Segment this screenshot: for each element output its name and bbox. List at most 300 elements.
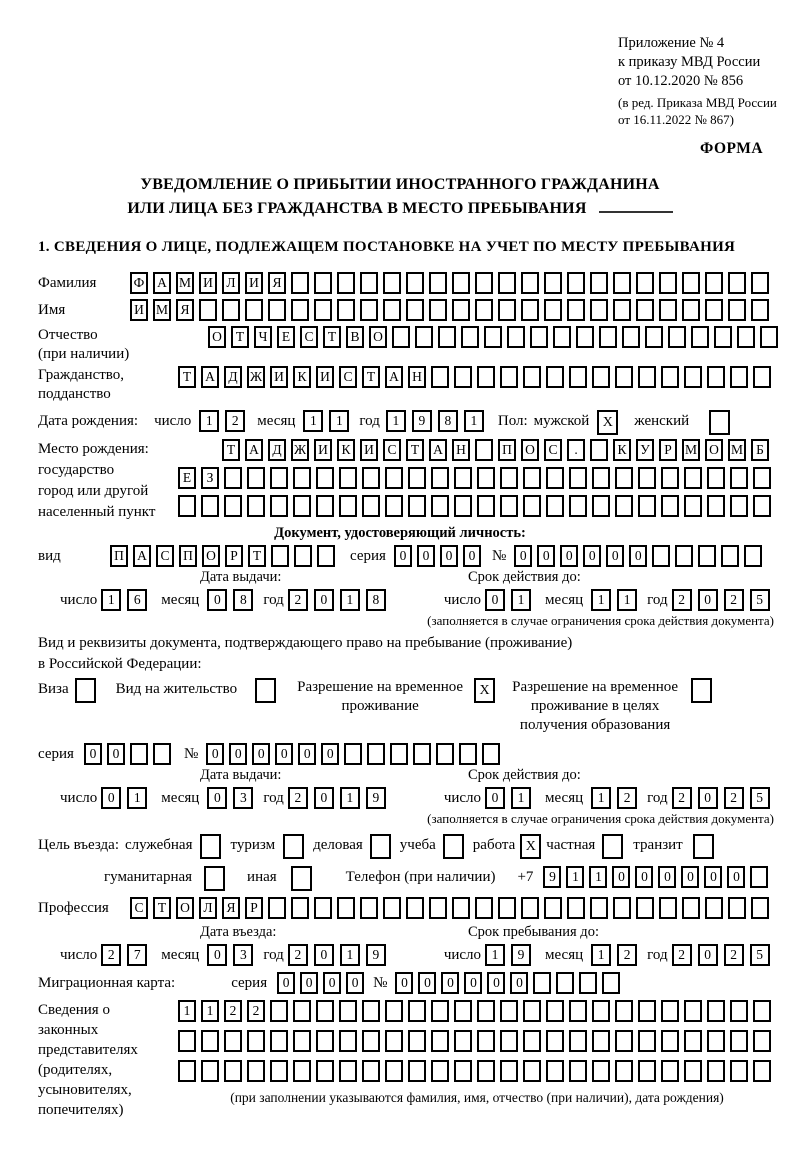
char-cell [661,1000,679,1022]
char-cell: 8 [233,589,253,611]
char-cell: А [385,366,403,388]
purpose-other-checkbox [291,866,312,891]
char-cell: Б [751,439,769,461]
profession-cells [130,897,774,919]
char-cell [477,1000,495,1022]
char-cell [546,1000,564,1022]
char-cell: 1 [591,787,611,809]
char-cell [744,545,762,567]
char-cell: 0 [658,866,676,888]
permit-series-row [38,743,800,765]
char-cell [753,1030,771,1052]
char-cell: Т [222,439,240,461]
char-cell: 0 [417,545,435,567]
char-cell [293,467,311,489]
char-cell [544,272,562,294]
patronymic-label-line2: (при наличии) [38,346,130,362]
char-cell [362,495,380,517]
char-cell [362,467,380,489]
doc-valid-month-cells [591,589,643,611]
char-cell: Е [277,326,295,348]
char-cell: 0 [300,972,318,994]
char-cell [431,467,449,489]
char-cell [247,1060,265,1082]
char-cell [360,272,378,294]
char-cell: К [293,366,311,388]
purpose-work-label: работа [472,837,516,853]
birthplace-cells-col [178,439,776,517]
char-cell: 0 [321,743,339,765]
char-cell: С [156,545,174,567]
entry-year-cells [288,944,392,966]
char-cell [661,467,679,489]
char-cell [521,299,539,321]
doc-valid-month-label: месяц [545,592,584,608]
char-cell [201,1060,219,1082]
char-cell [408,1030,426,1052]
char-cell: 0 [629,545,647,567]
char-cell [482,743,500,765]
patronymic-row [38,326,800,364]
char-cell [615,1060,633,1082]
permit-valid-note: (заполняется в случае ограничения срока действия документа) [427,811,774,826]
char-cell: О [369,326,387,348]
char-cell [459,743,477,765]
residence-permit-checkbox [255,678,276,703]
doc-issue-year-label: год [263,592,284,608]
char-cell: А [429,439,447,461]
char-cell [224,467,242,489]
char-cell [728,299,746,321]
char-cell [316,495,334,517]
char-cell [344,743,362,765]
char-cell [698,545,716,567]
permit-valid-year-label: год [647,790,668,806]
entry-day-label: число [60,947,98,963]
surname-row [38,272,800,294]
char-cell: А [133,545,151,567]
char-cell: 0 [612,866,630,888]
annex-edit-line1: (в ред. Приказа МВД России [618,95,777,110]
doc-issue-day-label: число [60,592,98,608]
char-cell [178,1060,196,1082]
char-cell: П [110,545,128,567]
doc-number-label: № [491,548,507,564]
permit-dates-row [38,787,800,809]
birth-year-label: год [359,413,380,429]
annex-edit-line2: от 16.11.2022 № 867) [618,112,735,127]
purpose-humanitarian-checkbox [204,866,225,891]
char-cell: В [346,326,364,348]
citizenship-label-line2: подданство [38,386,111,402]
purpose-private-checkbox [602,834,623,859]
char-cell [339,467,357,489]
guardians-label-line5: усыновителях, [38,1082,132,1098]
char-cell [707,1030,725,1052]
phone-prefix: +7 [517,869,534,885]
char-cell: И [314,439,332,461]
char-cell [224,1030,242,1052]
char-cell [429,897,447,919]
char-cell [408,1000,426,1022]
char-cell [707,1060,725,1082]
char-cell: 0 [464,972,482,994]
birthplace-label-line2: государство [38,462,115,478]
purpose-study-checkbox [443,834,464,859]
char-cell [661,366,679,388]
stay-year-label: год [647,947,668,963]
char-cell: 2 [101,944,121,966]
char-cell [454,1000,472,1022]
doc-valid-day-label: число [443,592,482,608]
char-cell: 0 [84,743,102,765]
birthplace-cells-row2 [178,467,776,489]
char-cell [294,545,312,567]
char-cell [413,743,431,765]
char-cell [406,299,424,321]
char-cell: 1 [589,866,607,888]
char-cell [316,1030,334,1052]
char-cell: 0 [207,944,227,966]
form-title-line2: ИЛИ ЛИЦА БЕЗ ГРАЖДАНСТВА В МЕСТО ПРЕБЫВАНИЯ [127,200,587,217]
char-cell: 3 [233,944,253,966]
char-cell [753,366,771,388]
char-cell [530,326,548,348]
char-cell [707,1000,725,1022]
permit-issue-day-cells [101,787,153,809]
purpose-work-checkbox: X [520,834,541,859]
birthplace-cells-row3 [178,495,776,517]
annex-line2: к приказу МВД России [618,54,761,70]
char-cell: 1 [127,787,147,809]
char-cell [567,299,585,321]
char-cell [436,743,454,765]
char-cell [314,272,332,294]
char-cell: 1 [617,589,637,611]
profession-row [38,897,800,919]
permit-valid-day-cells [485,787,537,809]
char-cell [408,467,426,489]
birth-day-label: число [154,413,192,429]
permit-number-cells [206,743,505,765]
char-cell: С [544,439,562,461]
permit-valid-month-cells [591,787,643,809]
char-cell [477,1060,495,1082]
char-cell [544,299,562,321]
form-word: ФОРМА [700,140,764,157]
char-cell [270,1030,288,1052]
char-cell [316,1000,334,1022]
citizenship-label [38,366,178,404]
char-cell: 0 [314,589,334,611]
char-cell [383,897,401,919]
char-cell: 0 [510,972,528,994]
guardians-label-line2: законных [38,1022,99,1038]
char-cell [178,1030,196,1052]
char-cell: 1 [303,410,323,432]
char-cell [546,467,564,489]
char-cell: 8 [366,589,386,611]
guardians-note: (при заполнении указываются фамилия, имя, отчество (при наличии), дата рождения) [230,1090,724,1105]
char-cell: К [337,439,355,461]
char-cell: 0 [207,787,227,809]
char-cell [429,272,447,294]
char-cell: 0 [606,545,624,567]
birth-month-label: месяц [257,413,296,429]
char-cell: 1 [386,410,406,432]
char-cell [705,897,723,919]
char-cell: 0 [107,743,125,765]
char-cell [569,1030,587,1052]
char-cell: 0 [463,545,481,567]
char-cell [638,467,656,489]
char-cell [245,299,263,321]
temp-residence-edu-label-line1: Разрешение на временное [512,679,679,695]
char-cell: 1 [485,944,505,966]
purpose-label: Цель въезда: [38,837,119,853]
char-cell: М [682,439,700,461]
temp-residence-checkbox: X [474,678,495,703]
char-cell [291,897,309,919]
char-cell [406,272,424,294]
char-cell [477,495,495,517]
char-cell: 9 [412,410,432,432]
char-cell [556,972,574,994]
char-cell [567,897,585,919]
char-cell [659,897,677,919]
char-cell: Л [222,272,240,294]
char-cell [659,272,677,294]
char-cell [477,366,495,388]
char-cell: И [199,272,217,294]
char-cell: 0 [537,545,555,567]
guardians-labels [38,1000,178,1120]
char-cell [668,326,686,348]
female-label: женский [634,413,690,429]
char-cell [602,972,620,994]
char-cell [569,1000,587,1022]
char-cell: 0 [346,972,364,994]
char-cell: 0 [206,743,224,765]
entry-dates-header [0,924,800,943]
doc-valid-year-cells [672,589,776,611]
entry-day-cells [101,944,153,966]
char-cell [579,972,597,994]
char-cell [661,495,679,517]
char-cell: 2 [617,944,637,966]
char-cell: Р [659,439,677,461]
permit-issue-year-label: год [263,790,284,806]
visa-checkbox [75,678,96,703]
char-cell [569,1060,587,1082]
purpose-study-label: учеба [399,837,436,853]
char-cell [751,897,769,919]
stay-month-label: месяц [545,947,584,963]
char-cell: З [201,467,219,489]
char-cell [707,467,725,489]
citizenship-label-line1: Гражданство, [38,367,125,383]
char-cell [270,495,288,517]
char-cell [521,272,539,294]
char-cell: И [130,299,148,321]
char-cell: Д [268,439,286,461]
char-cell [615,366,633,388]
char-cell [523,1030,541,1052]
char-cell: Т [362,366,380,388]
char-cell [337,272,355,294]
char-cell: 0 [514,545,532,567]
char-cell [475,897,493,919]
citizenship-row [38,366,800,404]
section1-heading: 1. СВЕДЕНИЯ О ЛИЦЕ, ПОДЛЕЖАЩЕМ ПОСТАНОВКЕ НА УЧЕТ ПО МЕСТУ ПРЕБЫВАНИЯ [38,239,736,255]
char-cell: 1 [340,787,360,809]
char-cell: 5 [750,589,770,611]
char-cell: И [360,439,378,461]
char-cell [429,299,447,321]
permit-issue-month-label: месяц [161,790,200,806]
char-cell [523,366,541,388]
permit-valid-year-cells [672,787,776,809]
char-cell [454,366,472,388]
char-cell [270,1000,288,1022]
char-cell [475,439,493,461]
char-cell: 9 [511,944,531,966]
char-cell [268,897,286,919]
migcard-label: Миграционная карта: [38,975,176,991]
char-cell: Е [178,467,196,489]
char-cell [730,495,748,517]
doc-valid-until-label: Срок действия до: [468,569,581,585]
char-cell [316,467,334,489]
char-cell [684,495,702,517]
char-cell [270,467,288,489]
char-cell [477,467,495,489]
birthplace-label-line3: город или другой [38,483,149,499]
migcard-series-cells [277,972,369,994]
doc-valid-note: (заполняется в случае ограничения срока действия документа) [427,613,774,628]
char-cell: 1 [511,589,531,611]
char-cell: К [613,439,631,461]
char-cell: 0 [487,972,505,994]
char-cell: 9 [366,944,386,966]
char-cell [523,1060,541,1082]
char-cell: 0 [275,743,293,765]
char-cell [339,1000,357,1022]
firstname-row [38,299,800,321]
char-cell [753,495,771,517]
char-cell [247,467,265,489]
char-cell [636,272,654,294]
annex-line1: Приложение № 4 [618,35,725,51]
char-cell [533,972,551,994]
char-cell [737,326,755,348]
entry-dates-row [38,944,800,966]
char-cell [362,1060,380,1082]
char-cell: 0 [698,787,718,809]
char-cell: 9 [543,866,561,888]
birthdate-row [38,410,800,435]
stay-day-label: число [443,947,482,963]
permit-valid-until-label: Срок действия до: [468,767,581,783]
char-cell [728,272,746,294]
char-cell [613,897,631,919]
char-cell [385,495,403,517]
char-cell [546,1030,564,1052]
char-cell [661,1030,679,1052]
char-cell [484,326,502,348]
char-cell [638,1060,656,1082]
char-cell [728,897,746,919]
char-cell: 1 [340,589,360,611]
identity-doc-heading: Документ, удостоверяющий личность: [274,525,526,541]
entry-month-label: месяц [161,947,200,963]
char-cell: 1 [511,787,531,809]
char-cell: 8 [438,410,458,432]
patronymic-cells [208,326,783,348]
char-cell: 0 [727,866,745,888]
char-cell: О [202,545,220,567]
char-cell: О [208,326,226,348]
char-cell [362,1000,380,1022]
stay-day-cells [485,944,537,966]
char-cell: 0 [485,787,505,809]
char-cell [553,326,571,348]
entry-month-cells [207,944,259,966]
char-cell [500,1000,518,1022]
char-cell [339,1060,357,1082]
char-cell [454,495,472,517]
char-cell [638,1000,656,1022]
birthplace-labels [38,439,178,523]
char-cell: Я [176,299,194,321]
birthplace-label-line4: населенный пункт [38,504,156,520]
char-cell: Т [153,897,171,919]
char-cell: Т [248,545,266,567]
char-cell [546,1060,564,1082]
char-cell: 0 [314,944,334,966]
char-cell [707,495,725,517]
char-cell: Т [231,326,249,348]
char-cell [500,1030,518,1052]
char-cell: Ж [247,366,265,388]
purpose-business-label: деловая [313,837,363,853]
char-cell [500,467,518,489]
residence-doc-types-row [38,678,800,735]
char-cell [569,495,587,517]
char-cell: О [705,439,723,461]
char-cell: 2 [247,1000,265,1022]
char-cell: 0 [229,743,247,765]
char-cell [390,743,408,765]
char-cell: С [383,439,401,461]
char-cell [337,897,355,919]
doc-type-cells [110,545,340,567]
char-cell: 2 [617,787,637,809]
char-cell [438,326,456,348]
form-title-line1: УВЕДОМЛЕНИЕ О ПРИБЫТИИ ИНОСТРАННОГО ГРАЖДАНИНА [140,176,660,193]
temp-residence-edu-checkbox [691,678,712,703]
char-cell [316,1060,334,1082]
char-cell [544,897,562,919]
male-checkbox: X [597,410,618,435]
char-cell [317,545,335,567]
char-cell [567,272,585,294]
char-cell [408,495,426,517]
char-cell [271,545,289,567]
char-cell [224,495,242,517]
char-cell: 5 [750,787,770,809]
char-cell: 1 [340,944,360,966]
